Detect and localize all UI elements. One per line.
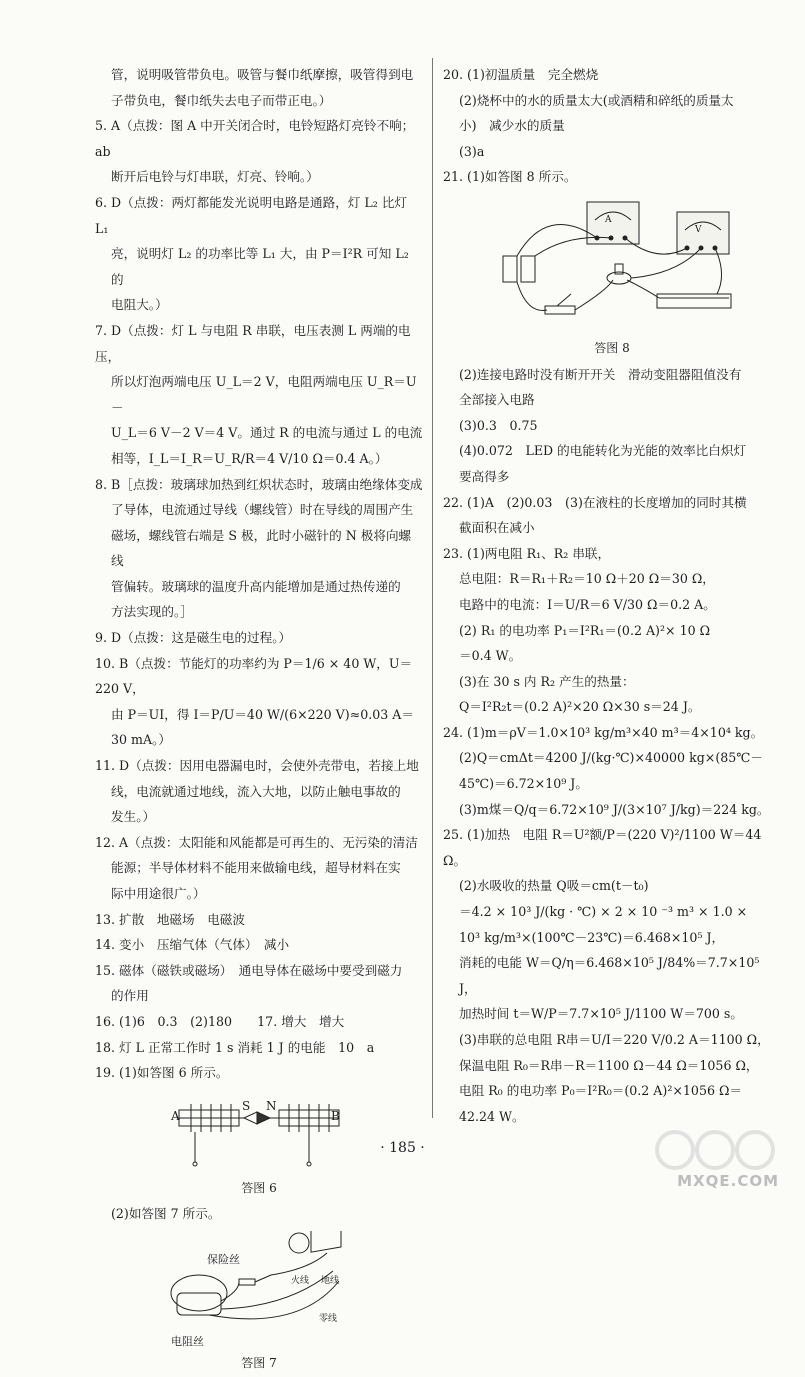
right-text-block-a — [443, 62, 781, 190]
text-line: 22. (1)A (2)0.03 (3)在液柱的长度增加的同时其横 — [443, 494, 747, 510]
figure-7 — [95, 1231, 423, 1377]
text-line: 际中用途很广。） — [111, 886, 206, 901]
text-line: 6. D（点拨：两灯都能发光说明电路是通路，灯 L₂ 比灯 L₁ — [95, 194, 412, 236]
text-line: 子带负电，餐巾纸失去电子而带正电。） — [111, 92, 332, 108]
text-line: 方法实现的。］ — [111, 604, 193, 620]
text-line: (4)0.072 LED 的电能转化为光能的效率比白炽灯 — [459, 443, 747, 459]
text-line: ＝4.2 × 10³ J/(kg · ℃) × 2 × 10 ⁻³ m³ × 1.0 × — [459, 904, 748, 920]
text-line: 42.24 W。 — [459, 1108, 525, 1124]
text-line: 电阻 R₀ 的电功率 P₀＝I²R₀＝(0.2 A)²×1056 Ω＝ — [459, 1083, 743, 1099]
text-line: (3)a — [459, 143, 485, 159]
text-line: 16. (1)6 0.3 (2)180 17. 增大 增大 — [95, 1013, 345, 1029]
fig6-label-a: A — [171, 1108, 180, 1123]
fig7-label-neutral: 零线 — [319, 1313, 338, 1324]
text-line: 12. A（点拨：太阳能和风能都是可再生的、无污染的清洁 — [95, 834, 418, 850]
text-line: 9. D（点拨：这是磁生电的过程。） — [95, 630, 292, 646]
fig7-label-live: 火线 — [291, 1275, 310, 1286]
text-line: 20. (1)初温质量 完全燃烧 — [443, 67, 599, 82]
text-line: 13. 扩散 地磁场 电磁波 — [95, 911, 245, 927]
circuit-diagram — [487, 194, 737, 334]
text-line: 加热时间 t＝W/P＝7.7×10⁵ J/1100 W＝700 s。 — [459, 1006, 743, 1022]
text-line: 7. D（点拨：灯 L 与电阻 R 串联，电压表测 L 两端的电压， — [95, 322, 411, 364]
text-line: 磁场，螺线管右端是 S 极，此时小磁针的 N 极将向螺线 — [111, 527, 412, 569]
fig8-caption: 答图 8 — [594, 340, 630, 355]
text-line: 10³ kg/m³×(100℃－23℃)＝6.468×10⁵ J， — [459, 929, 725, 945]
text-line: 相等，I_L＝I_R＝U_R/R＝4 V/10 Ω＝0.4 A。） — [111, 450, 388, 466]
text-line: 5. A（点拨：图 A 中开关闭合时，电铃短路灯亮铃不响；ab — [95, 118, 415, 159]
text-line: 全部接入电路 — [459, 392, 535, 408]
text-line: 23. (1)两电阻 R₁、R₂ 串联， — [443, 545, 611, 561]
text-line: (2)烧杯中的水的质量太大(或酒精和碎纸的质量太 — [459, 92, 734, 108]
right-text-block-b — [443, 362, 781, 1130]
text-line: 电阻大。） — [111, 297, 168, 313]
text-line: 11. D（点拨：因用电器漏电时，会使外壳带电，若接上地 — [95, 758, 419, 774]
solenoid-diagram — [169, 1092, 349, 1174]
fig7-caption: 答图 7 — [241, 1355, 277, 1370]
text-line: 消耗的电能 W＝Q/η＝6.468×10⁵ J/84%＝7.7×10⁵ J， — [459, 955, 764, 996]
text-line: 18. 灯 L 正常工作时 1 s 消耗 1 J 的电能 10 a — [95, 1039, 375, 1055]
text-line: (3)m煤＝Q/q＝6.72×10⁹ J/(3×10⁷ J/kg)＝224 kg。 — [459, 801, 770, 817]
text-line: 了导体，电流通过导线（螺线管）时在导线的周围产生 — [111, 502, 414, 518]
fig7-label-earth: 地线 — [321, 1275, 340, 1286]
text-line: (2)水吸收的热量 Q吸＝cm(t－t₀) — [459, 878, 649, 894]
text-line: 截面积在减小 — [459, 520, 535, 536]
text-line: 要高得多 — [459, 468, 510, 484]
q19-part2: (2)如答图 7 所示。 — [111, 1206, 221, 1222]
text-line: 亮，说明灯 L₂ 的功率比等 L₁ 大，由 P＝I²R 可知 L₂ 的 — [111, 246, 413, 287]
right-column — [443, 62, 781, 1129]
fig8-label-ammeter: A — [605, 214, 612, 225]
text-line: 所以灯泡两端电压 U_L＝2 V，电阻两端电压 U_R＝U－ — [111, 374, 417, 415]
text-line: 24. (1)m＝ρV＝1.0×10³ kg/m³×40 m³＝4×10⁴ kg。 — [443, 724, 764, 740]
fig7-label-fuse: 保险丝 — [207, 1252, 240, 1266]
column-divider — [432, 58, 433, 1118]
text-line: (3)0.3 0.75 — [459, 417, 538, 433]
watermark-text: MXQE.COM — [677, 1172, 779, 1190]
page-number: · 185 · — [380, 1140, 425, 1156]
left-column — [95, 62, 423, 1377]
text-line: 管偏转。玻璃球的温度升高内能增加是通过热传递的 — [111, 578, 401, 594]
text-line: 电路中的电流：I＝U/R＝6 V/30 Ω＝0.2 A。 — [459, 596, 716, 612]
text-line: (2)Q＝cmΔt＝4200 J/(kg·℃)×40000 kg×(85℃－ — [459, 750, 763, 766]
text-line: 断开后电铃与灯串联，灯亮、铃响。） — [111, 169, 319, 185]
fig6-caption: 答图 6 — [241, 1180, 277, 1195]
text-line: 8. B［点拨：玻璃球加热到红炽状态时，玻璃由绝缘体变成 — [95, 476, 423, 492]
text-line: 小) 减少水的质量 — [459, 118, 565, 134]
fig7-label-heater: 电阻丝 — [171, 1334, 204, 1348]
figure-8 — [443, 194, 781, 362]
fig8-label-voltmeter: V — [695, 224, 702, 235]
text-line: 21. (1)如答图 8 所示。 — [443, 169, 577, 185]
text-line: 线，电流就通过地线，流入大地，以防止触电事故的 — [111, 783, 401, 799]
text-line: 15. 磁体（磁铁或磁场） 通电导体在磁场中要受到磁力 — [95, 962, 403, 978]
text-line: (3)在 30 s 内 R₂ 产生的热量： — [459, 673, 635, 689]
text-line: 14. 变小 压缩气体（气体） 减小 — [95, 937, 290, 953]
text-line: 10. B（点拨：节能灯的功率约为 P＝1/6 × 40 W，U＝220 V， — [95, 655, 413, 697]
text-line: ＝0.4 W。 — [459, 648, 522, 664]
text-line: 能源；半导体材料不能用来做输电线，超导材料在实 — [111, 860, 401, 876]
text-line: 的作用 — [111, 988, 149, 1004]
text-line: 发生。） — [111, 809, 156, 825]
text-line: 保温电阻 R₀＝R串－R＝1100 Ω－44 Ω＝1056 Ω， — [459, 1057, 759, 1073]
text-line: 管，说明吸管带负电。吸管与餐巾纸摩擦，吸管得到电 — [111, 67, 414, 82]
text-line: 25. (1)加热 电阻 R＝U²额/P＝(220 V)²/1100 W＝44 Ω。 — [443, 827, 766, 868]
text-line: (2) R₁ 的电功率 P₁＝I²R₁＝(0.2 A)²× 10 Ω — [459, 622, 711, 638]
text-line: 总电阻：R＝R₁＋R₂＝10 Ω＋20 Ω＝30 Ω， — [459, 571, 715, 587]
text-line: 19. (1)如答图 6 所示。 — [95, 1065, 229, 1081]
left-text-block — [95, 62, 423, 1086]
text-line: 45℃)＝6.72×10⁹ J。 — [459, 776, 588, 792]
fig6-label-s: S — [242, 1098, 251, 1113]
text-line: U_L＝6 V－2 V＝4 V。通过 R 的电流与通过 L 的电流 — [111, 425, 423, 441]
fig6-label-b: B — [331, 1108, 340, 1123]
text-line: (3)串联的总电阻 R串＝U/I＝220 V/0.2 A＝1100 Ω， — [459, 1032, 770, 1047]
fig6-label-n: N — [266, 1098, 277, 1113]
text-line: Q＝I²R₂t＝(0.2 A)²×20 Ω×30 s＝24 J。 — [459, 699, 701, 715]
text-line: (2)连接电路时没有断开开关 滑动变阻器阻值没有 — [459, 366, 742, 382]
text-line: 由 P＝UI，得 I＝P/U＝40 W/(6×220 V)≈0.03 A＝30 mA。） — [111, 706, 414, 748]
